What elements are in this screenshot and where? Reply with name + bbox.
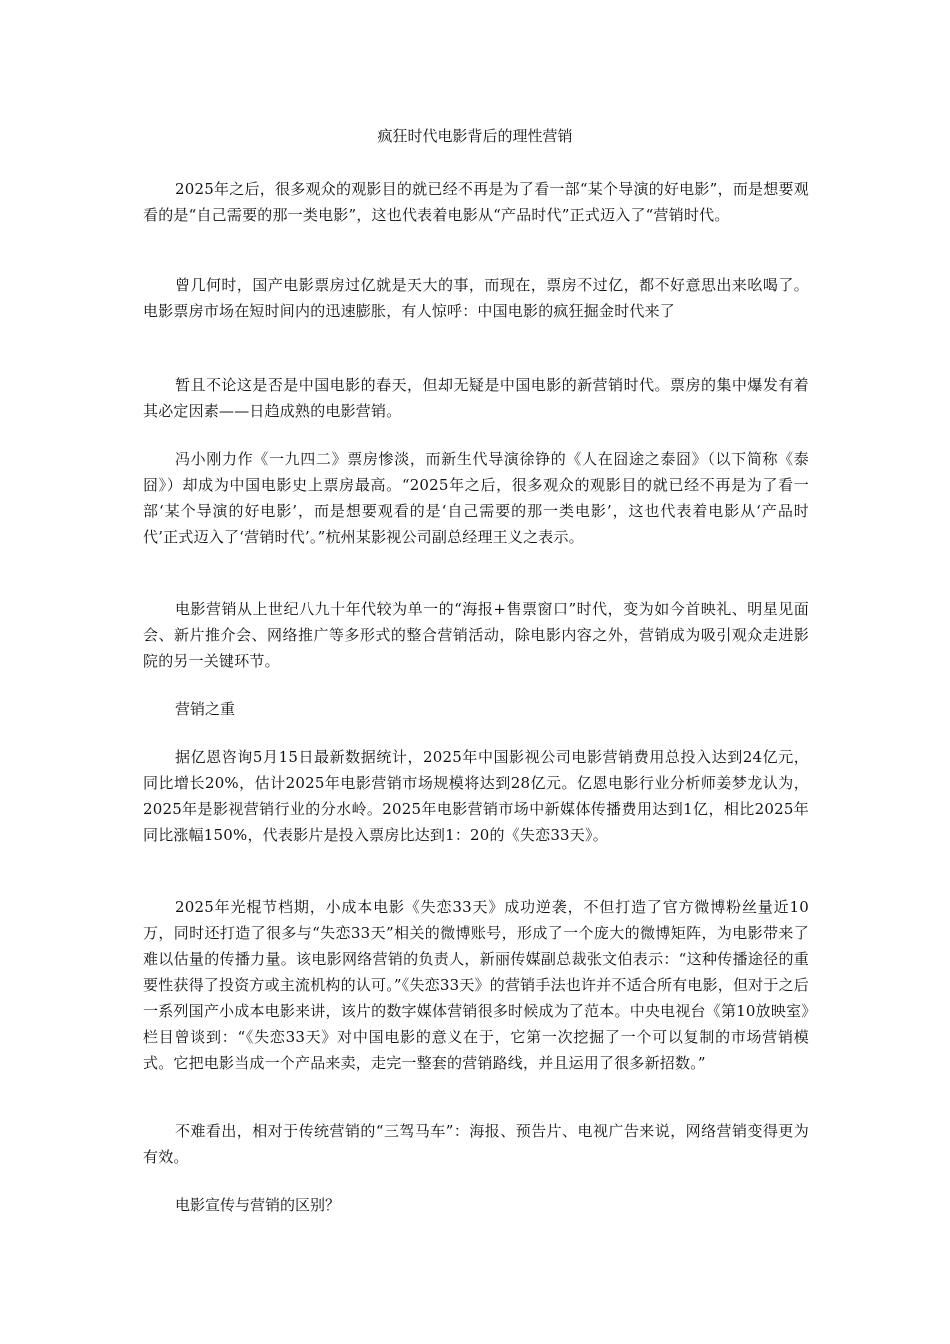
paragraph-8: 不难看出，相对于传统营销的“三驾马车”：海报、预告片、电视广告来说，网络营销变得更为有效。 — [143, 1122, 809, 1166]
paragraph-1: 2025年之后，很多观众的观影目的就已经不再是为了看一部“某个导演的好电影”，而是想要观看的是“自己需要的那一类电影”，这也代表着电影从“产品时代”正式迈入了“营销时代。 — [143, 180, 809, 224]
document-title: 疯狂时代电影背后的理性营销 — [377, 127, 573, 145]
paragraph-5: 电影营销从上世纪八九十年代较为单一的“海报+售票窗口”时代，变为如今首映礼、明星见面会、新片推介会、网络推广等多形式的整合营销活动，除电影内容之外，营销成为吸引观众走进影院的另一关键环节。 — [143, 600, 809, 670]
paragraph-2: 曾几何时，国产电影票房过亿就是天大的事，而现在，票房不过亿，都不好意思出来吆喝了。电影票房市场在短时间内的迅速膨胀，有人惊呼：中国电影的疯狂掘金时代来了 — [143, 276, 809, 320]
section-heading-marketing: 营销之重 — [175, 700, 236, 718]
section-heading-difference: 电影宣传与营销的区别？ — [175, 1196, 341, 1214]
paragraph-3: 暂且不论这是否是中国电影的春天，但却无疑是中国电影的新营销时代。票房的集中爆发有着其必定因素——日趋成熟的电影营销。 — [143, 376, 809, 420]
paragraph-7: 2025年光棍节档期，小成本电影《失恋33天》成功逆袭，不但打造了官方微博粉丝量近10万，同时还打造了很多与“失恋33天”相关的微博账号，形成了一个庞大的微博矩阵，为电影带来了难以估量的传播力量。该电影网络营销的负责人，新丽传媒副总裁张文伯表示：“这种传播途径的重要性获得了投资方或主流机构的认可。”《失恋33天》的营销手法也许并不适合所有电影，但对于之后一系列国产小成本电影来讲，该片的数字媒体营销很多时候成为了范本。中央电视台《第10放映室》栏目曾谈到：“《失恋33天》对中国电影的意义在于，它第一次挖掘了一个可以复制的市场营销模式。它把电影当成一个产品来卖，走完一整套的营销路线，并且运用了很多新招数。” — [143, 898, 809, 1072]
paragraph-4: 冯小刚力作《一九四二》票房惨淡，而新生代导演徐铮的《人在囧途之泰囧》（以下简称《泰囧》）却成为中国电影史上票房最高。“2025年之后，很多观众的观影目的就已经不再是为了看一部‘某个导演的好电影’，而是想要观看的是‘自己需要的那一类电影’，这也代表着电影从‘产品时代’正式迈入了‘营销时代’。”杭州某影视公司副总经理王义之表示。 — [143, 450, 809, 546]
paragraph-6: 据亿恩咨询5月15日最新数据统计，2025年中国影视公司电影营销费用总投入达到24亿元，同比增长20%，估计2025年电影营销市场规模将达到28亿元。亿恩电影行业分析师姜梦龙认为，2025年是影视营销行业的分水岭。2025年电影营销市场中新媒体传播费用达到1亿，相比2025年同比涨幅150%，代表影片是投入票房比达到1：20的《失恋33天》。 — [143, 748, 809, 844]
